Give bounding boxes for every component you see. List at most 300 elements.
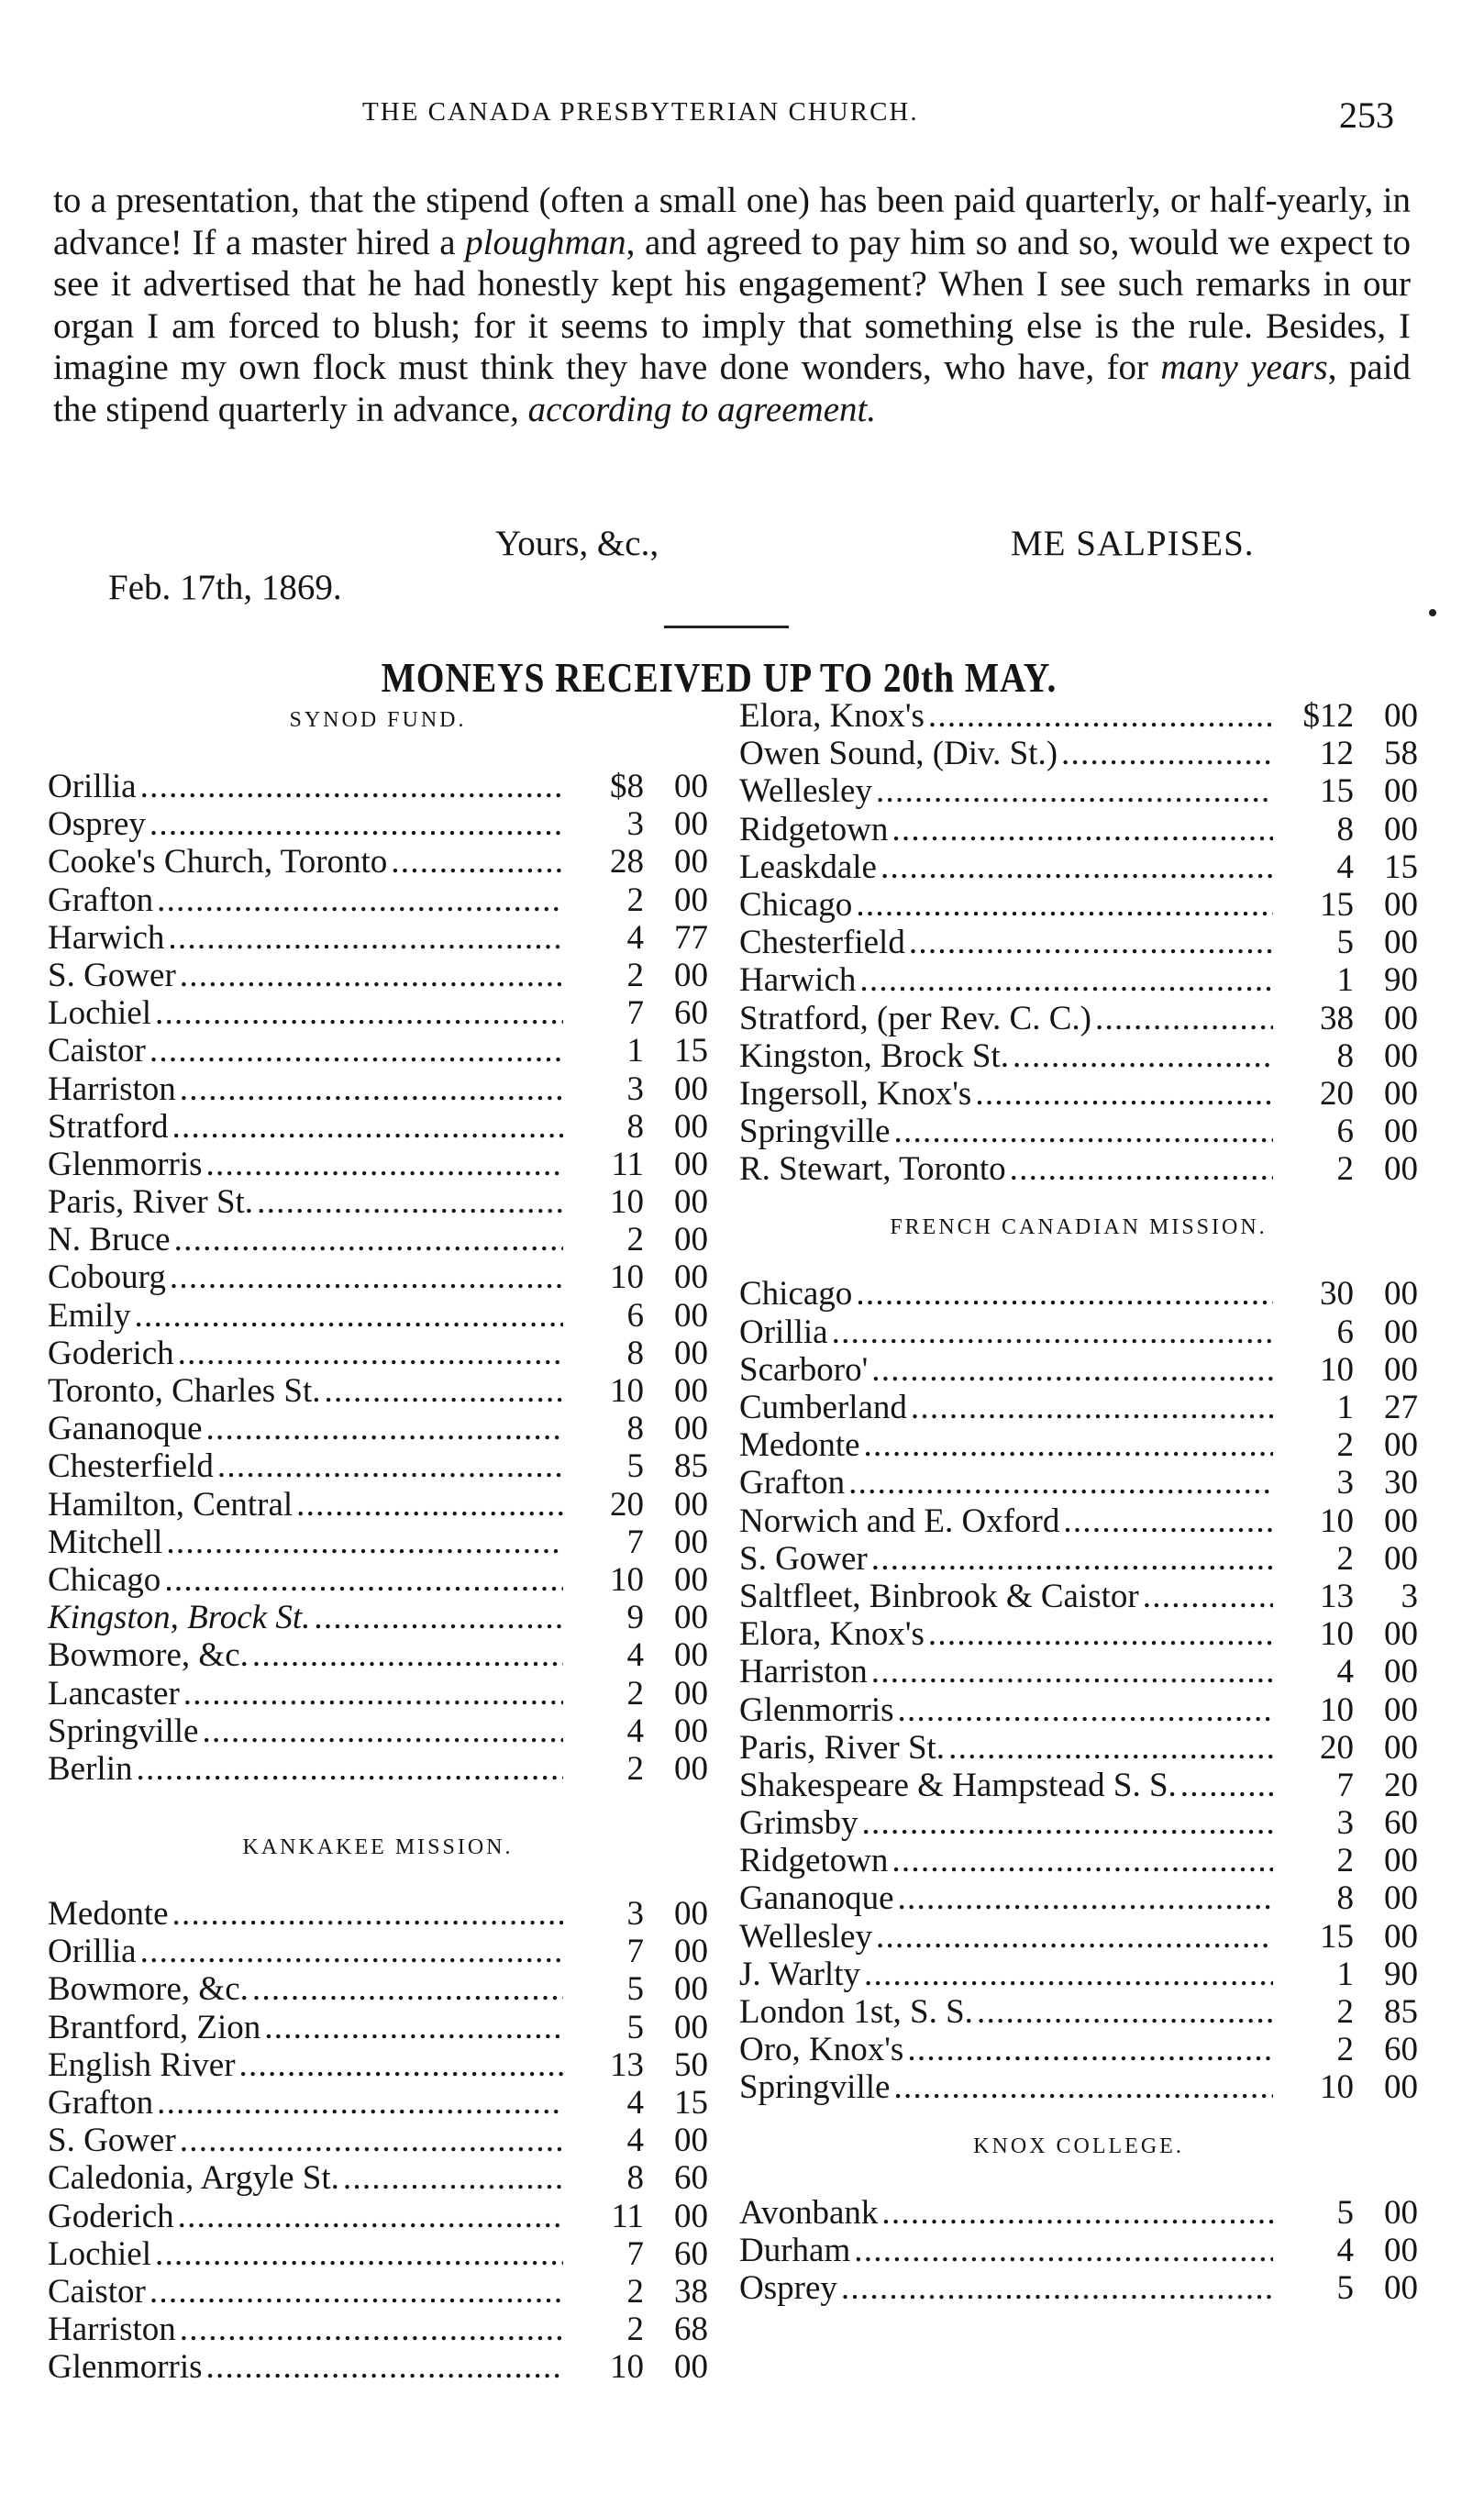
amount-cents: 85 — [1384, 1993, 1418, 2031]
entry-name: Stratford, (per Rev. C. C.) — [739, 999, 1091, 1037]
amount-cents: 00 — [1384, 2268, 1418, 2307]
amount-cents: 00 — [674, 881, 708, 919]
dot-leader — [977, 1993, 1273, 2031]
entry-name: Osprey — [48, 805, 146, 844]
amount-cents: 20 — [1384, 1766, 1418, 1804]
dot-leader — [150, 1032, 563, 1070]
amount-cents: 00 — [674, 1712, 708, 1750]
amount-dollars: 8 — [626, 2159, 644, 2198]
entry-amount — [1277, 1578, 1418, 1615]
amount-dollars: 8 — [1336, 1879, 1354, 1918]
ledger-entry — [48, 2273, 708, 2311]
amount-cents: 3 — [1401, 1577, 1418, 1615]
ledger-entry — [48, 1447, 708, 1485]
entry-amount — [567, 1221, 708, 1258]
amount-dollars: 7 — [626, 1933, 644, 1971]
entry-name: Leaskdale — [739, 848, 877, 886]
letter-date: Feb. 17th, 1869. — [108, 568, 342, 607]
amount-dollars: 20 — [1320, 1728, 1354, 1767]
amount-dollars: 10 — [1320, 1350, 1354, 1389]
entry-amount — [1277, 2031, 1418, 2068]
amount-dollars: 4 — [1336, 848, 1354, 886]
ledger-entry — [739, 1729, 1418, 1767]
ledger-entry — [48, 919, 708, 957]
entry-amount — [1277, 1275, 1418, 1313]
amount-dollars: 2 — [1336, 1842, 1354, 1880]
dot-leader — [856, 1275, 1273, 1313]
entry-amount — [567, 1750, 708, 1788]
entry-amount — [567, 2009, 708, 2046]
dot-leader — [168, 919, 563, 957]
amount-cents: 00 — [1384, 1502, 1418, 1540]
entry-name: Paris, River St. — [48, 1183, 254, 1222]
entry-name: Grimsby — [739, 1804, 858, 1843]
amount-cents: 00 — [674, 2008, 708, 2046]
entry-amount — [1277, 1691, 1418, 1729]
ledger-entry — [48, 2046, 708, 2084]
dot-leader — [871, 1653, 1273, 1690]
ledger-entry — [739, 1075, 1418, 1113]
entry-amount — [1277, 924, 1418, 961]
entry-amount — [567, 1524, 708, 1561]
signature: ME SALPISES. — [1011, 524, 1255, 563]
amount-cents: 00 — [1384, 1653, 1418, 1691]
letter-emphasis-many-years: many years — [1160, 348, 1328, 387]
entry-name: Lochiel — [48, 2234, 152, 2273]
entry-name: R. Stewart, Toronto — [739, 1150, 1006, 1189]
amount-dollars: 5 — [1336, 2193, 1354, 2232]
ledger-entry — [48, 1410, 708, 1447]
dot-leader — [864, 1956, 1273, 1993]
entry-name: Harriston — [739, 1653, 868, 1691]
amount-dollars: 8 — [1336, 810, 1354, 848]
dot-leader — [343, 2159, 563, 2197]
amount-dollars: 5 — [1336, 2268, 1354, 2307]
amount-dollars: 6 — [1336, 1313, 1354, 1351]
ledger-entry — [739, 2068, 1418, 2106]
ledger-entry — [48, 1032, 708, 1070]
amount-cents: 00 — [1384, 885, 1418, 924]
amount-cents: 00 — [1384, 2231, 1418, 2269]
ledger-entry — [739, 2269, 1418, 2307]
entry-amount — [1277, 1729, 1418, 1767]
ledger-entry — [739, 1426, 1418, 1464]
entry-name: Goderich — [48, 2197, 174, 2235]
dot-leader — [180, 2122, 563, 2159]
amount-dollars: 20 — [1320, 1074, 1354, 1113]
entry-amount — [1277, 2068, 1418, 2106]
ledger-entry — [739, 1691, 1418, 1729]
ledger-entry — [48, 1486, 708, 1524]
ledger-entry — [739, 1578, 1418, 1615]
entry-amount — [567, 919, 708, 957]
entry-amount — [567, 1970, 708, 2008]
entry-amount — [1277, 1956, 1418, 1993]
entry-amount — [567, 1636, 708, 1674]
amount-dollars: 2 — [626, 2272, 644, 2311]
ledger-entry — [48, 1636, 708, 1674]
entry-amount — [567, 1933, 708, 1970]
ledger-entry — [739, 772, 1418, 810]
dot-leader — [172, 1108, 563, 1146]
amount-dollars: 10 — [1320, 1615, 1354, 1654]
dot-leader — [841, 2269, 1273, 2307]
amount-cents: 00 — [674, 843, 708, 881]
amount-dollars: 2 — [1336, 1539, 1354, 1578]
entry-amount — [1277, 1426, 1418, 1464]
amount-cents: 00 — [1384, 1313, 1418, 1351]
entry-name: Oro, Knox's — [739, 2031, 904, 2069]
dot-leader — [848, 1464, 1273, 1502]
ledger-entry — [48, 1524, 708, 1561]
amount-dollars: 3 — [1336, 1804, 1354, 1843]
ledger-entry — [48, 1933, 708, 1970]
entry-name: Cobourg — [48, 1258, 166, 1297]
entry-name: Ridgetown — [739, 810, 889, 848]
dot-leader — [1143, 1578, 1273, 1615]
dot-leader — [832, 1313, 1273, 1351]
amount-cents: 50 — [674, 2045, 708, 2084]
ledger-entry — [739, 1767, 1418, 1804]
entry-amount — [567, 1108, 708, 1146]
ledger-entry — [739, 1993, 1418, 2031]
section-title: FRENCH CANADIAN MISSION. — [890, 1215, 1268, 1240]
dot-leader — [948, 1729, 1273, 1767]
entry-name: Glenmorris — [739, 1690, 894, 1729]
amount-cents: 00 — [1384, 1350, 1418, 1389]
valediction: Yours, &c., — [495, 524, 659, 563]
entry-amount — [567, 1183, 708, 1221]
dot-leader — [180, 1070, 563, 1108]
amount-cents: 27 — [1384, 1389, 1418, 1426]
amount-dollars: $8 — [610, 768, 644, 805]
amount-dollars: 5 — [1336, 924, 1354, 962]
dot-leader — [257, 1183, 563, 1221]
entry-amount — [1277, 2232, 1418, 2269]
dot-leader — [140, 768, 563, 805]
dot-leader — [296, 1486, 563, 1524]
ledger-entry — [739, 886, 1418, 924]
entry-amount — [567, 1032, 708, 1070]
ledger-entry — [48, 2159, 708, 2197]
amount-cents: 00 — [1384, 924, 1418, 962]
entry-amount — [567, 843, 708, 881]
amount-dollars: 4 — [626, 918, 644, 957]
amount-dollars: 5 — [626, 1970, 644, 2009]
entry-amount — [567, 2122, 708, 2159]
synod-fund-continued-section — [739, 697, 1418, 1188]
entry-name: Shakespeare & Hampstead S. S. — [739, 1766, 1177, 1804]
entry-amount — [1277, 1037, 1418, 1075]
amount-dollars: 10 — [1320, 2068, 1354, 2107]
amount-dollars: 1 — [1336, 961, 1354, 1000]
entry-amount — [1277, 1767, 1418, 1804]
entry-name: Bowmore, &c. — [48, 1636, 249, 1675]
entry-name: Chesterfield — [48, 1447, 214, 1486]
dot-leader — [856, 886, 1273, 924]
amount-cents: 00 — [674, 1749, 708, 1788]
dot-leader — [1095, 1000, 1273, 1037]
amount-cents: 00 — [674, 1070, 708, 1108]
letter-signoff — [0, 523, 1484, 569]
dot-leader — [871, 1351, 1273, 1389]
entry-amount — [567, 2311, 708, 2348]
entry-name: Elora, Knox's — [739, 1615, 925, 1654]
entry-amount — [567, 1070, 708, 1108]
amount-cents: 30 — [1384, 1464, 1418, 1502]
dot-leader — [314, 1599, 563, 1636]
entry-name: Lancaster — [48, 1674, 180, 1712]
amount-cents: 00 — [674, 1970, 708, 2009]
ledger-entry — [48, 1750, 708, 1788]
entry-name: London 1st, S. S. — [739, 1993, 973, 2031]
entry-amount — [1277, 1540, 1418, 1578]
amount-cents: 00 — [1384, 1615, 1418, 1654]
entry-name: English River — [48, 2045, 236, 2084]
amount-dollars: 30 — [1320, 1275, 1354, 1313]
section-title: KANKAKEE MISSION. — [242, 1835, 514, 1860]
entry-name: Bowmore, &c. — [48, 1970, 249, 2009]
amount-dollars: 1 — [1336, 1389, 1354, 1426]
amount-dollars: 2 — [1336, 1150, 1354, 1189]
amount-cents: 00 — [674, 1523, 708, 1561]
entry-name: Grafton — [48, 2084, 154, 2122]
amount-dollars: 3 — [626, 1070, 644, 1108]
entry-name: Grafton — [48, 881, 154, 919]
dot-leader — [892, 1842, 1273, 1879]
dot-leader — [871, 1540, 1273, 1578]
amount-dollars: 4 — [626, 2122, 644, 2160]
entry-amount — [567, 805, 708, 843]
amount-cents: 60 — [1384, 1804, 1418, 1843]
ledger-entry — [48, 1335, 708, 1372]
section-divider — [664, 626, 789, 628]
entry-name: Harwich — [739, 961, 857, 1000]
dot-leader — [164, 1561, 563, 1599]
amount-dollars: 7 — [626, 2234, 644, 2273]
entry-name: N. Bruce — [48, 1221, 171, 1259]
amount-dollars: 5 — [626, 1447, 644, 1486]
ledger-entry — [739, 848, 1418, 886]
ledger-entry — [739, 1540, 1418, 1578]
ledger-entry — [48, 1561, 708, 1599]
amount-dollars: 8 — [626, 1107, 644, 1146]
amount-dollars: 13 — [610, 2045, 644, 2084]
letter-paragraph — [53, 180, 1411, 430]
dot-leader — [880, 848, 1273, 886]
amount-cents: 00 — [674, 2197, 708, 2235]
amount-dollars: 3 — [1336, 1464, 1354, 1502]
amount-cents: 60 — [674, 2159, 708, 2198]
ledger-entry — [48, 2348, 708, 2386]
entry-amount — [567, 2348, 708, 2386]
amount-cents: 00 — [1384, 697, 1418, 735]
entry-name: Hamilton, Central — [48, 1485, 293, 1524]
ledger-entry — [739, 1275, 1418, 1313]
ledger-entry — [48, 2198, 708, 2235]
amount-cents: 00 — [674, 1895, 708, 1934]
entry-list — [739, 1275, 1418, 2106]
entry-amount — [1277, 1113, 1418, 1150]
entry-name: Kingston, Brock St. — [739, 1036, 1009, 1075]
left-column — [48, 697, 708, 2387]
ledger-entry — [48, 1599, 708, 1636]
amount-dollars: 10 — [610, 1183, 644, 1222]
entry-name: Orillia — [48, 1933, 137, 1971]
dot-leader — [928, 697, 1273, 735]
entry-name: S. Gower — [48, 956, 176, 994]
entry-name: Orillia — [739, 1313, 828, 1351]
entry-amount — [1277, 1842, 1418, 1879]
entry-name: Norwich and E. Oxford — [739, 1502, 1060, 1540]
ledger-entry — [739, 1389, 1418, 1426]
dot-leader — [140, 1933, 563, 1970]
dot-leader — [881, 2194, 1273, 2232]
running-title: THE CANADA PRESBYTERIAN CHURCH. — [362, 97, 919, 127]
entry-list — [48, 1895, 708, 2386]
amount-cents: 85 — [674, 1447, 708, 1486]
ledger-entry — [739, 2031, 1418, 2068]
amount-cents: 15 — [674, 2084, 708, 2122]
ledger-entry — [48, 768, 708, 805]
entry-amount — [1277, 1993, 1418, 2031]
amount-cents: 00 — [674, 805, 708, 844]
ledger-entry — [48, 957, 708, 994]
dot-leader — [180, 957, 563, 994]
dot-leader — [150, 805, 563, 843]
dot-leader — [859, 961, 1273, 999]
dot-leader — [862, 1804, 1274, 1842]
dot-leader — [391, 843, 563, 881]
ledger-entry — [739, 1113, 1418, 1150]
amount-dollars: 10 — [610, 1560, 644, 1599]
amount-dollars: 15 — [1320, 885, 1354, 924]
entry-amount — [567, 1486, 708, 1524]
entry-amount — [567, 768, 708, 805]
amount-cents: 00 — [1384, 2193, 1418, 2232]
entry-list — [48, 768, 708, 1788]
ledger-entry — [48, 1183, 708, 1221]
amount-dollars: 4 — [1336, 2231, 1354, 2269]
amount-cents: 00 — [1384, 1842, 1418, 1880]
dot-leader — [1180, 1767, 1273, 1804]
entry-amount — [567, 1146, 708, 1183]
amount-cents: 00 — [1384, 1036, 1418, 1075]
amount-cents: 00 — [1384, 1879, 1418, 1918]
knox-college-section — [739, 2123, 1418, 2308]
dot-leader — [252, 1970, 563, 2008]
ledger-entry — [739, 697, 1418, 735]
amount-cents: 60 — [674, 994, 708, 1033]
amount-cents: 00 — [674, 1221, 708, 1259]
entry-amount — [1277, 735, 1418, 772]
dot-leader — [150, 2273, 563, 2311]
amount-dollars: 8 — [626, 1334, 644, 1372]
amount-dollars: 4 — [626, 2084, 644, 2122]
amount-dollars: 1 — [626, 1032, 644, 1070]
entry-amount — [1277, 1804, 1418, 1842]
dot-leader — [180, 2311, 563, 2348]
entry-amount — [1277, 811, 1418, 848]
amount-dollars: 8 — [626, 1410, 644, 1448]
ledger-entry — [48, 2311, 708, 2348]
ledger-entry — [739, 1502, 1418, 1540]
entry-name: Caledonia, Argyle St. — [48, 2159, 339, 2198]
entry-name: Wellesley — [739, 772, 872, 811]
amount-cents: 00 — [674, 1258, 708, 1297]
entry-amount — [567, 2273, 708, 2311]
amount-cents: 15 — [674, 1032, 708, 1070]
entry-amount — [1277, 1653, 1418, 1690]
entry-amount — [567, 1410, 708, 1447]
entry-amount — [567, 2235, 708, 2273]
amount-dollars: 15 — [1320, 1917, 1354, 1956]
dot-leader — [1063, 1502, 1273, 1540]
entry-amount — [1277, 2194, 1418, 2232]
amount-cents: 00 — [674, 1296, 708, 1335]
dot-leader — [909, 924, 1273, 961]
ledger-entry — [48, 1675, 708, 1712]
entry-amount — [567, 1297, 708, 1335]
kankakee-mission-section — [48, 1824, 708, 2386]
entry-name: Brantford, Zion — [48, 2008, 261, 2046]
amount-dollars: 10 — [1320, 1502, 1354, 1540]
entry-name: S. Gower — [48, 2122, 176, 2160]
entry-name: Paris, River St. — [739, 1728, 946, 1767]
entry-name: Harriston — [48, 1070, 176, 1108]
amount-dollars: 2 — [626, 2311, 644, 2349]
amount-cents: 00 — [674, 1145, 708, 1183]
entry-amount — [1277, 1464, 1418, 1502]
amount-cents: 00 — [1384, 1690, 1418, 1729]
amount-cents: 38 — [674, 2272, 708, 2311]
entry-amount — [1277, 1502, 1418, 1540]
section-title: SYNOD FUND. — [289, 708, 467, 732]
dot-leader — [206, 2348, 563, 2386]
entry-name: Cooke's Church, Toronto — [48, 843, 388, 881]
entry-name: Springville — [739, 1113, 891, 1151]
ledger-entry — [739, 1351, 1418, 1389]
entry-amount — [567, 1372, 708, 1410]
amount-cents: 00 — [674, 1599, 708, 1637]
amount-cents: 00 — [674, 1334, 708, 1372]
amount-cents: 00 — [1384, 1113, 1418, 1151]
amount-dollars: 6 — [1336, 1113, 1354, 1151]
entry-name: Scarboro' — [739, 1350, 869, 1389]
moneys-heading: MONEYS RECEIVED UP TO 20th MAY. — [381, 654, 1058, 701]
ledger-entry — [48, 1372, 708, 1410]
amount-dollars: 10 — [610, 1258, 644, 1297]
ledger-entry — [48, 1146, 708, 1183]
ledger-entry — [739, 1842, 1418, 1879]
dot-leader — [155, 994, 563, 1032]
entry-name: Osprey — [739, 2268, 837, 2307]
entry-name: Springville — [739, 2068, 891, 2107]
entry-name: Ingersoll, Knox's — [739, 1074, 972, 1113]
entry-name: Stratford — [48, 1107, 169, 1146]
amount-dollars: 2 — [1336, 1426, 1354, 1465]
entry-name: Toronto, Charles St. — [48, 1372, 321, 1410]
entry-name: Chicago — [739, 1275, 853, 1313]
entry-amount — [1277, 1879, 1418, 1917]
amount-cents: 00 — [674, 1933, 708, 1971]
entry-name: Orillia — [48, 768, 137, 805]
ledger-entry — [739, 1804, 1418, 1842]
entry-amount — [1277, 1313, 1418, 1351]
ledger-entry — [48, 1895, 708, 1933]
amount-dollars: 2 — [626, 1221, 644, 1259]
entry-amount — [567, 2198, 708, 2235]
